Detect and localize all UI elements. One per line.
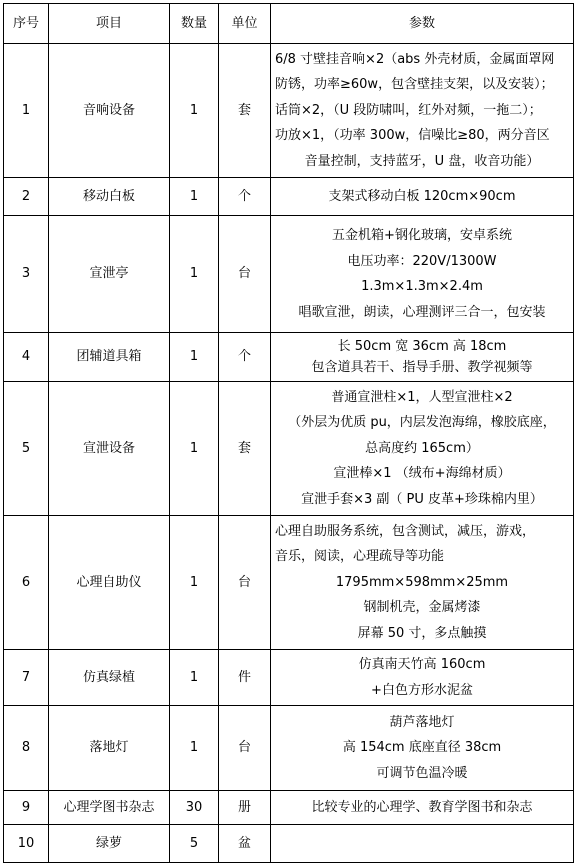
- row-unit: 台: [219, 216, 271, 333]
- row-unit: 台: [219, 706, 271, 791]
- param-line: 6/8 寸壁挂音响×2（abs 外壳材质，金属面罩网: [275, 51, 555, 67]
- row-qty: 1: [170, 178, 219, 216]
- param-line: 总高度约 165cm）: [365, 440, 479, 456]
- row-no: 7: [4, 650, 49, 706]
- table-row: [4, 825, 574, 863]
- param-line: 普通宣泄柱×1，人型宣泄柱×2: [331, 389, 513, 405]
- param-line: 宣泄棒×1 （绒布+海绵材质）: [333, 466, 511, 482]
- equipment-table: [3, 3, 574, 863]
- row-no: 3: [4, 216, 49, 333]
- row-params: [271, 333, 574, 382]
- param-line: 1795mm×598mm×25mm: [335, 574, 509, 590]
- param-line: （外层为优质 pu，内层发泡海绵，橡胶底座，: [288, 415, 556, 431]
- row-item: 落地灯: [49, 706, 170, 791]
- row-item: 仿真绿植: [49, 650, 170, 706]
- row-no: 2: [4, 178, 49, 216]
- row-qty: 1: [170, 650, 219, 706]
- row-qty: 1: [170, 44, 219, 178]
- row-qty: 1: [170, 333, 219, 382]
- row-unit: 个: [219, 333, 271, 382]
- row-no: 9: [4, 791, 49, 825]
- row-params: [271, 44, 574, 178]
- table-row: [4, 650, 574, 706]
- row-qty: 1: [170, 382, 219, 516]
- row-no: 8: [4, 706, 49, 791]
- row-params: [271, 382, 574, 516]
- param-line: 话筒×2，（U 段防啸叫，红外对频，一拖二）；: [275, 102, 542, 118]
- row-unit: 册: [219, 791, 271, 825]
- row-unit: 套: [219, 382, 271, 516]
- param-line: 支架式移动白板 120cm×90cm: [328, 188, 516, 204]
- row-params: [271, 706, 574, 791]
- param-line: 包含道具若干、指导手册、教学视频等: [311, 360, 533, 375]
- table-row: [4, 516, 574, 650]
- row-params: [271, 791, 574, 825]
- header-params: 参数: [271, 4, 574, 44]
- row-qty: 1: [170, 706, 219, 791]
- param-line: 防锈，功率≥60w，包含壁挂支架，以及安装）；: [275, 77, 554, 93]
- param-line: 唱歌宣泄，朗读，心理测评三合一，包安装: [298, 304, 546, 320]
- row-params: [271, 216, 574, 333]
- table-row: [4, 706, 574, 791]
- row-item: 心理自助仪: [49, 516, 170, 650]
- header-no: 序号: [4, 4, 49, 44]
- header-row: [4, 4, 574, 44]
- param-line: 音量控制，支持蓝牙，U 盘，收音功能）: [304, 153, 540, 169]
- header-unit: 单位: [219, 4, 271, 44]
- param-line: +白色方形水泥盆: [371, 682, 473, 698]
- param-line: 比较专业的心理学、教育学图书和杂志: [311, 799, 533, 815]
- row-qty: 30: [170, 791, 219, 825]
- row-unit: 个: [219, 178, 271, 216]
- row-unit: 套: [219, 44, 271, 178]
- row-qty: 1: [170, 516, 219, 650]
- row-no: 4: [4, 333, 49, 382]
- row-item: 团辅道具箱: [49, 333, 170, 382]
- row-no: 6: [4, 516, 49, 650]
- param-line: 五金机箱+钢化玻璃，安卓系统: [332, 228, 512, 243]
- row-qty: 5: [170, 825, 219, 863]
- param-line: 1.3m×1.3m×2.4m: [361, 279, 483, 294]
- row-no: 1: [4, 44, 49, 178]
- row-item: 绿萝: [49, 825, 170, 863]
- table-row: [4, 44, 574, 178]
- row-item: 移动白板: [49, 178, 170, 216]
- row-qty: 1: [170, 216, 219, 333]
- table-row: [4, 382, 574, 516]
- row-item: 心理学图书杂志: [49, 791, 170, 825]
- row-params: [271, 178, 574, 216]
- param-line: 高 154cm 底座直径 38cm: [342, 740, 502, 756]
- table-row: [4, 791, 574, 825]
- param-line: 宣泄手套×3 副（ PU 皮革+珍珠棉内里）: [301, 491, 543, 507]
- row-params: [271, 516, 574, 650]
- row-unit: 盆: [219, 825, 271, 863]
- param-line: 葫芦落地灯: [389, 714, 455, 730]
- row-no: 10: [4, 825, 49, 863]
- header-item: 项目: [49, 4, 170, 44]
- param-line: 屏幕 50 寸，多点触摸: [357, 625, 487, 641]
- row-params: [271, 650, 574, 706]
- param-line: 功放×1，（功率 300w，信噪比≥80，两分音区: [275, 128, 550, 144]
- param-line: 心理自助服务系统，包含测试，减压，游戏，: [275, 523, 536, 539]
- table-row: [4, 333, 574, 382]
- table-row: [4, 178, 574, 216]
- row-unit: 台: [219, 516, 271, 650]
- param-line: 可调节色温冷暖: [376, 765, 468, 781]
- param-line: 钢制机壳，金属烤漆: [363, 600, 481, 616]
- row-unit: 件: [219, 650, 271, 706]
- param-line: 仿真南天竹高 160cm: [358, 657, 486, 672]
- row-no: 5: [4, 382, 49, 516]
- row-item: 宣泄亭: [49, 216, 170, 333]
- row-item: 音响设备: [49, 44, 170, 178]
- param-line: 音乐，阅读，心理疏导等功能: [275, 549, 445, 565]
- param-line: 电压功率：220V/1300W: [347, 253, 497, 269]
- header-qty: 数量: [170, 4, 219, 44]
- row-item: 宣泄设备: [49, 382, 170, 516]
- row-params: [271, 825, 574, 863]
- table-row: [4, 216, 574, 333]
- param-line: 长 50cm 宽 36cm 高 18cm: [337, 338, 507, 354]
